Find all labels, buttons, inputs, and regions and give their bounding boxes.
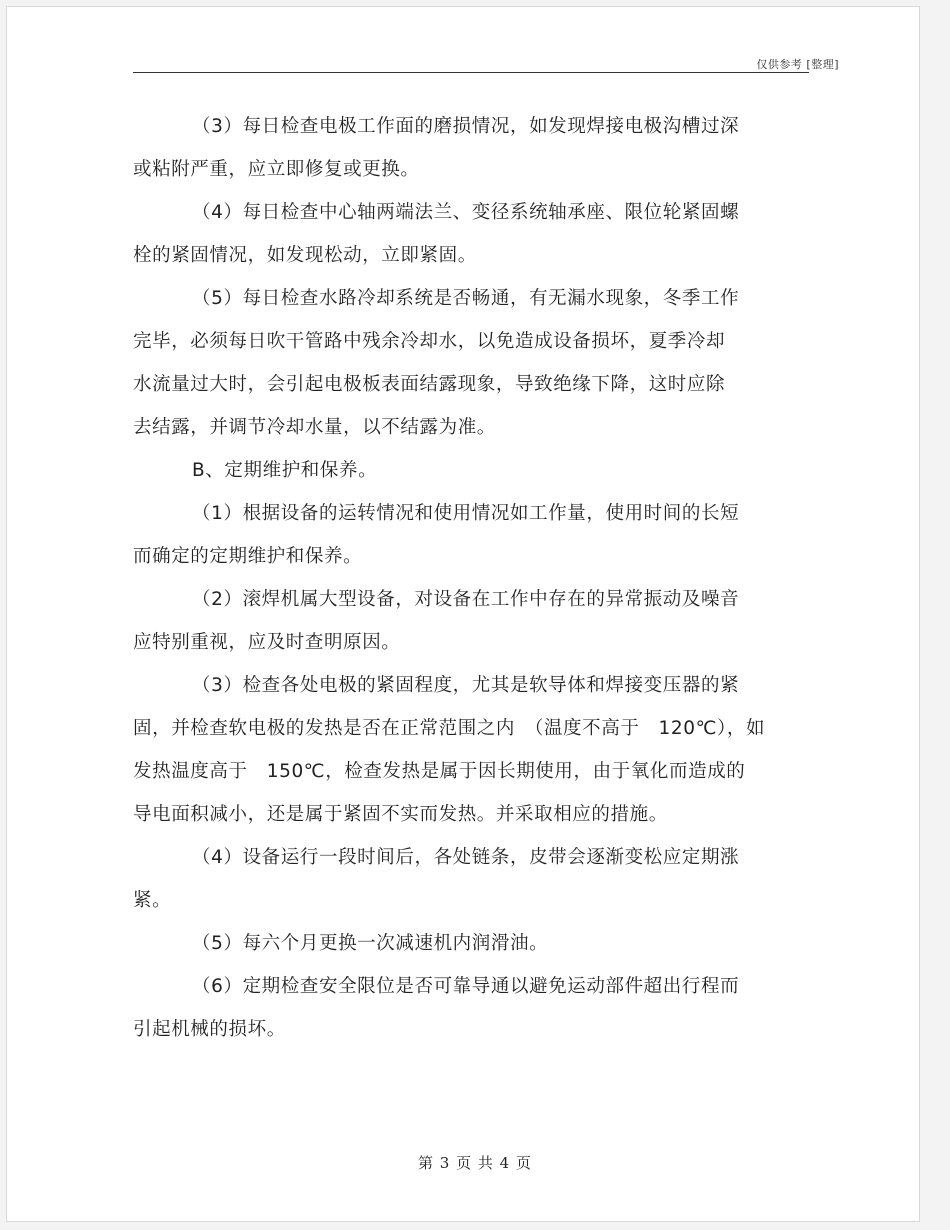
paragraph-line: 或粘附严重，应立即修复或更换。 xyxy=(133,159,420,180)
paragraph-line: 而确定的定期维护和保养。 xyxy=(133,546,363,567)
paragraph-line: （6）定期检查安全限位是否可靠导通以避免运动部件超出行程而 xyxy=(192,976,740,997)
header-rule xyxy=(133,72,809,73)
page-number-footer: 第 3 页 共 4 页 xyxy=(418,1154,532,1172)
paragraph-line: （2）滚焊机属大型设备，对设备在工作中存在的异常振动及噪音 xyxy=(192,589,740,610)
paragraph-line: 应特别重视，应及时查明原因。 xyxy=(133,632,401,653)
section-heading: B、定期维护和保养。 xyxy=(192,460,378,481)
paragraph-line: 去结露，并调节冷却水量，以不结露为准。 xyxy=(133,417,496,438)
paragraph-line: 水流量过大时，会引起电极板表面结露现象，导致绝缘下降，这时应除 xyxy=(133,374,726,395)
paragraph-line: 完毕，必须每日吹干管路中残余冷却水，以免造成设备损坏，夏季冷却 xyxy=(133,331,726,352)
paragraph-line: （3）每日检查电极工作面的磨损情况，如发现焊接电极沟槽过深 xyxy=(192,116,740,137)
paragraph-line: （4）每日检查中心轴两端法兰、变径系统轴承座、限位轮紧固螺 xyxy=(192,202,740,223)
paragraph-line: （5）每日检查水路冷却系统是否畅通，有无漏水现象，冬季工作 xyxy=(192,288,740,309)
paragraph-line: （1）根据设备的运转情况和使用情况如工作量，使用时间的长短 xyxy=(192,503,740,524)
paragraph-line: 发热温度高于 150℃，检查发热是属于因长期使用，由于氧化而造成的 xyxy=(133,761,746,782)
paragraph-line: 引起机械的损坏。 xyxy=(133,1019,286,1040)
document-body xyxy=(133,113,773,1059)
paragraph-line: （4）设备运行一段时间后，各处链条，皮带会逐渐变松应定期涨 xyxy=(192,847,740,868)
paragraph-line: 固，并检查软电极的发热是否在正常范围之内 （温度不高于 120℃），如 xyxy=(133,718,766,739)
paragraph-line: 紧。 xyxy=(133,890,172,911)
header-note: 仅供参考 [整理] xyxy=(756,58,839,71)
paragraph-line: （3）检查各处电极的紧固程度，尤其是软导体和焊接变压器的紧 xyxy=(192,675,740,696)
paragraph-line: （5）每六个月更换一次减速机内润滑油。 xyxy=(192,933,549,954)
paragraph-line: 栓的紧固情况，如发现松动，立即紧固。 xyxy=(133,245,477,266)
paragraph-line: 导电面积减小，还是属于紧固不实而发热。并采取相应的措施。 xyxy=(133,804,668,825)
